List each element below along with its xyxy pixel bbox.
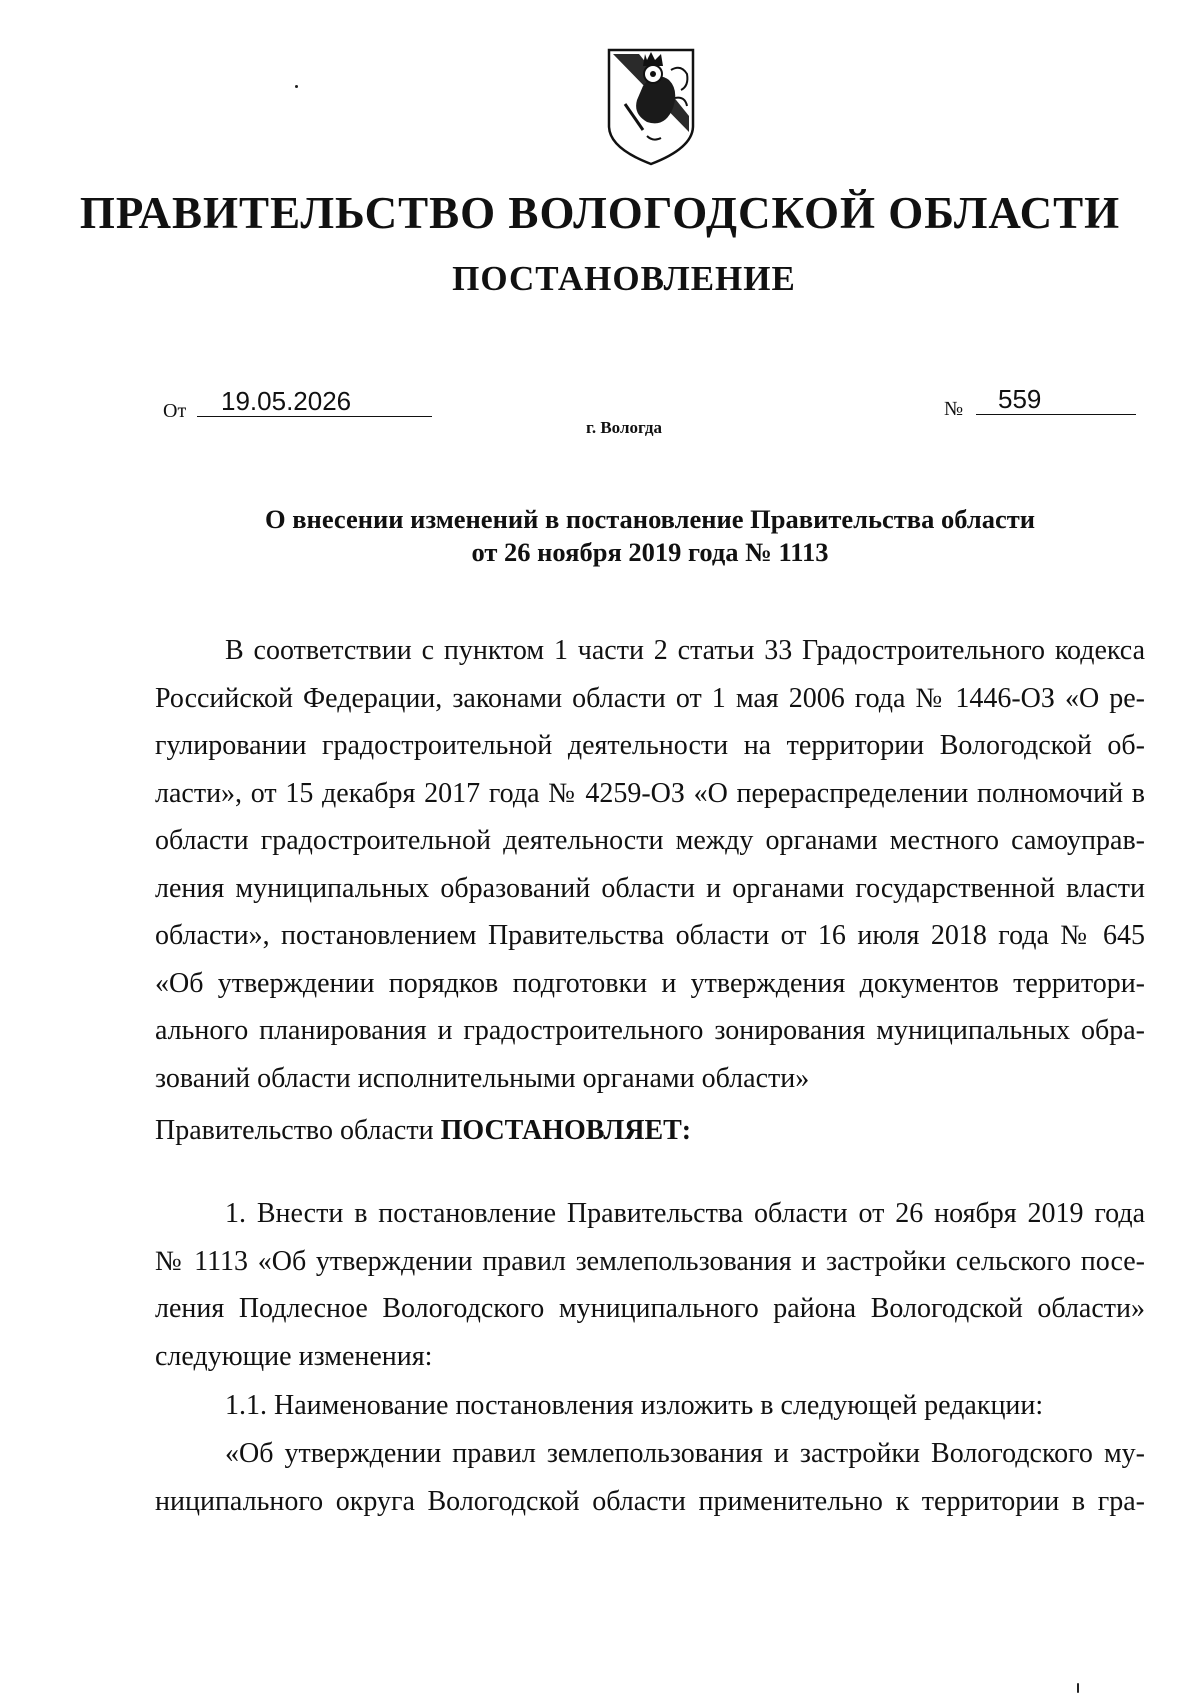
text-line: гулировании градостроительной деятельности на территории Вологодской об- (155, 730, 1145, 761)
document-subject (120, 503, 1180, 569)
coat-of-arms-icon (603, 46, 699, 168)
text-line: зований области исполнительными органами области» (155, 1062, 810, 1094)
decree-prefix: Правительство области (155, 1115, 434, 1146)
government-title: ПРАВИТЕЛЬСТВО ВОЛОГОДСКОЙ ОБЛАСТИ (79, 188, 1121, 238)
decree-line (155, 1107, 1145, 1155)
scan-speck (295, 85, 298, 88)
text-line: «Об утверждении порядков подготовки и утверждения документов территори- (155, 967, 1145, 999)
subject-line: от 26 ноября 2019 года № 1113 (471, 537, 829, 567)
city-label: г. Вологда (586, 418, 662, 437)
text-line: ления муниципальных образований области и органами государственной власти (155, 872, 1145, 904)
text-line: области градостроительной деятельности между органами местного самоуправ- (155, 825, 1145, 856)
item-1-1-paragraph (155, 1382, 1145, 1430)
text-line: ального планирования и градостроительного зонирования муниципальных обра- (155, 1015, 1145, 1046)
text-line: 1.1. Наименование постановления изложить в следующей редакции: (225, 1390, 1044, 1421)
number-prefix: № (944, 398, 964, 420)
document-number: 559 (976, 384, 1136, 415)
text-line: ласти», от 15 декабря 2017 года № 4259-ОЗ «О перераспределении полномочий в (155, 777, 1145, 809)
text-line: В соответствии с пунктом 1 части 2 статьи 33 Градостроительного кодекса (225, 635, 1145, 666)
date-prefix: От (163, 400, 187, 422)
subject-line: О внесении изменений в постановление Правительства области (265, 504, 1035, 534)
scan-speck (1077, 1683, 1079, 1693)
document-type: ПОСТАНОВЛЕНИЕ (452, 259, 796, 298)
text-line: «Об утверждении правил землепользования и застройки Вологодского му- (225, 1438, 1145, 1469)
text-line: № 1113 «Об утверждении правил землепользования и застройки сельского посе- (155, 1245, 1145, 1277)
text-line: ления Подлесное Вологодского муниципального района Вологодской области» (155, 1293, 1145, 1324)
text-line: области», постановлением Правительства области от 16 июля 2018 года № 645 (155, 920, 1145, 951)
item-1-paragraph (155, 1190, 1145, 1380)
quote-paragraph (155, 1430, 1145, 1525)
decree-word: ПОСТАНОВЛЯЕТ: (440, 1115, 692, 1146)
recitals-paragraph (155, 627, 1145, 1102)
text-line: Российской Федерации, законами области от 1 мая 2006 года № 1446-ОЗ «О ре- (155, 682, 1145, 714)
text-line: ниципального округа Вологодской области применительно к территории в гра- (155, 1485, 1145, 1517)
text-line: 1. Внести в постановление Правительства области от 26 ноября 2019 года (225, 1198, 1145, 1229)
text-line: следующие изменения: (155, 1340, 433, 1372)
document-date: 19.05.2026 (197, 386, 432, 417)
